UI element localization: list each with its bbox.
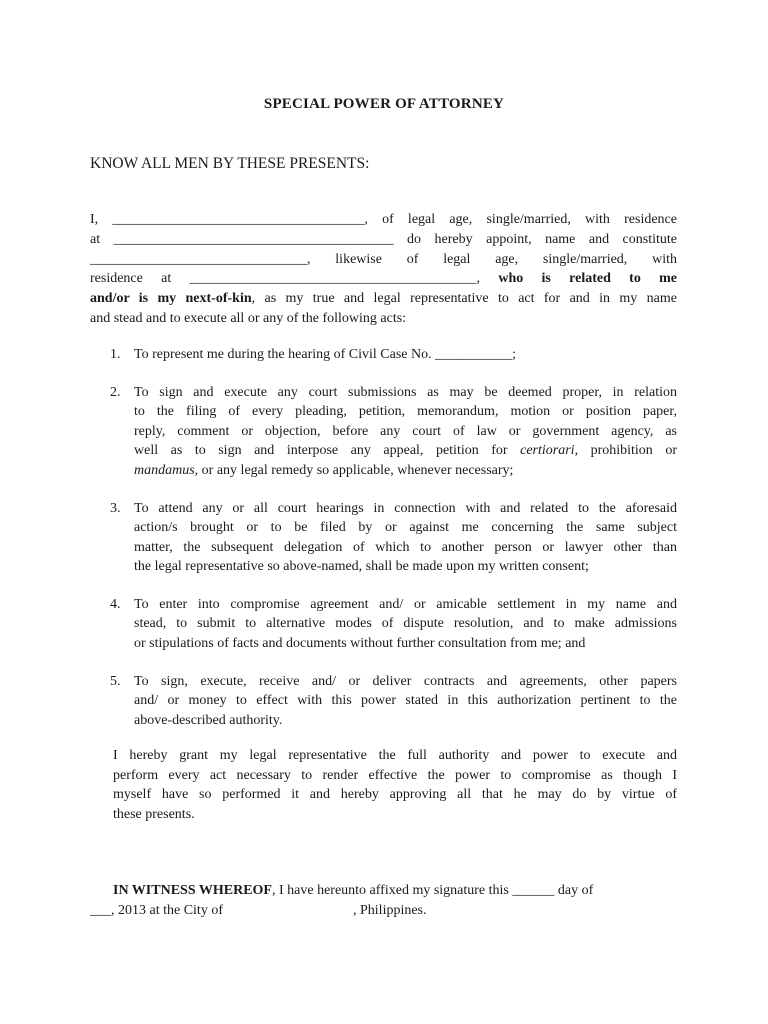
witness-heading: IN WITNESS WHEREOF [113,883,272,898]
intro-line-5: and/or is my next-of-kin, as my true and legal representative to act for and in my name [90,291,677,307]
next-of-kin-text: and/or is my next-of-kin [90,291,252,307]
witness-paragraph: IN WITNESS WHEREOF, I have hereunto affixed my signature this ______ day of ___, 2013 at the City of , Philippines. [90,883,594,918]
intro-line-1: I, ____________________________________, of legal age, single/married, with residence [90,212,677,227]
intro-line-6: and stead and to execute all or any of the following acts: [90,310,407,326]
list-item-2: 2. To sign and execute any court submissions as may be deemed proper, in relation to the filing of every pleading, petition, memorandum, motion or position paper, reply, comment or objection, before any court of law or government agency, as well as to sign and interpose any appeal, petition for certiorari, prohibition or mandamus, or any legal remedy so applicable, whenever necessary; [110,385,677,478]
list-number: 4. [110,597,121,612]
intro-paragraph [90,210,677,329]
intro-line-4: residence at _________________________________________, who is related to me [90,271,678,287]
list-number: 1. [110,347,121,362]
related-to-me-text: who is related to me [498,271,678,287]
grant-paragraph: I hereby grant my legal representative the full authority and power to execute and perform every act necessary to render effective the power to compromise as though I myself have so performed it and hereby approving all that he may do by virtue of these presents. [113,748,677,822]
list-number: 5. [110,674,121,689]
list-item-3: 3. To attend any or all court hearings in connection with and related to the aforesaid action/s brought or to be filed by or against me concerning the same subject matter, the subsequent delegation of which to another person or lawyer other than the legal representative so above-named, shall be made upon my written consent; [110,501,677,575]
know-all-heading: KNOW ALL MEN BY THESE PRESENTS: [90,155,370,172]
document-title: SPECIAL POWER OF ATTORNEY [263,96,505,112]
list-number: 3. [110,501,121,516]
list-item-1: 1. To represent me during the hearing of Civil Case No. ___________; [110,345,677,364]
intro-line-3: _______________________________, likewise of legal age, single/married, with [90,251,677,267]
list-item-4: 4. To enter into compromise agreement and/ or amicable settlement in my name and stead, to submit to alternative modes of dispute resolution, and to make admissions or stipulations of facts and documents without further consultation from me; and [110,597,677,651]
intro-line-2: at ________________________________________ do hereby appoint, name and constitute [90,231,677,247]
list-number: 2. [110,385,121,400]
list-item-5: 5. To sign, execute, receive and/ or deliver contracts and agreements, other papers and/ or money to effect with this power stated in this authorization pertinent to the above-described authority. [110,674,677,728]
